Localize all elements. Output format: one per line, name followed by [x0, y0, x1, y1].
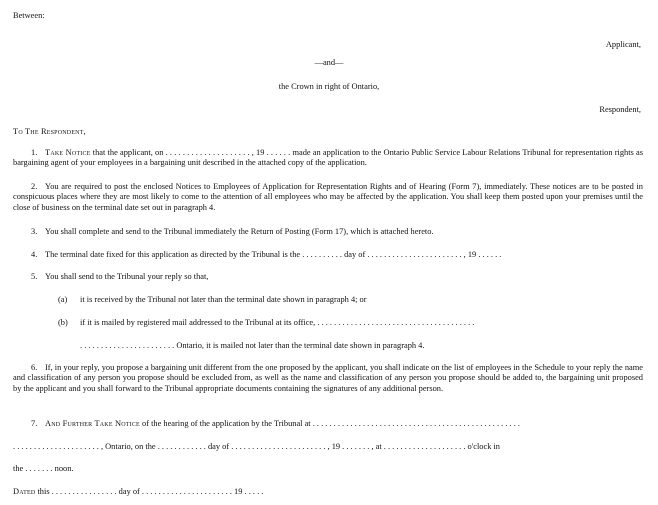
- paragraph-5b: [58, 318, 474, 328]
- paragraph-4: [13, 250, 643, 260]
- paragraph-2-number: 2.: [31, 182, 38, 191]
- paragraph-5a-label: (a): [58, 295, 68, 304]
- dated-line: [13, 487, 263, 497]
- paragraph-1-lead: Take Notice: [45, 148, 91, 157]
- paragraph-6: [13, 363, 643, 394]
- dated-lead: Dated: [13, 487, 36, 496]
- paragraph-5a-text: it is received by the Tribunal not later than the terminal date shown in paragraph 4; or: [80, 295, 367, 304]
- paragraph-3-number: 3.: [31, 227, 38, 236]
- paragraph-5: [13, 272, 643, 282]
- to-respondent-heading: To The Respondent,: [13, 127, 86, 136]
- paragraph-5-number: 5.: [31, 272, 38, 281]
- paragraph-5a: [58, 295, 367, 305]
- paragraph-5-text: You shall send to the Tribunal your reply so that,: [45, 272, 209, 281]
- paragraph-2: [13, 182, 643, 213]
- paragraph-7-lead: And Further Take Notice: [45, 419, 140, 428]
- paragraph-1: [13, 148, 643, 169]
- paragraph-5b-label: (b): [58, 318, 68, 327]
- paragraph-3-text: You shall complete and send to the Tribunal immediately the Return of Posting (Form 17), which is attached hereto.: [45, 227, 434, 236]
- paragraph-6-text: If, in your reply, you propose a bargaining unit different from the one proposed by the applicant, you shall indicate on the list of employees in the Schedule to your reply the name and classification of any person you propose should be excluded from, as well as the name and classification of any person you propose should be added to, the bargaining unit proposed by the applicant and you shall forward to the Tribunal appropriate documents containing the signatures of any additional person.: [13, 363, 643, 393]
- dated-text: this . . . . . . . . . . . . . . . . day of . . . . . . . . . . . . . . . . . . . . . . 19 . . . . .: [35, 487, 264, 496]
- paragraph-7-text: of the hearing of the application by the Tribunal at . . . . . . . . . . . . . . . . . . . . . . . . . . . . . . . . . . . . . . . . . . . . . . . . . .: [139, 419, 520, 428]
- paragraph-5b-continuation: . . . . . . . . . . . . . . . . . . . . . . . Ontario, it is mailed not later than the terminal date shown in paragraph 4.: [80, 341, 425, 350]
- paragraph-7-number: 7.: [31, 419, 38, 428]
- crown-party: the Crown in right of Ontario,: [278, 82, 380, 91]
- paragraph-6-number: 6.: [31, 363, 38, 372]
- paragraph-4-number: 4.: [31, 250, 38, 259]
- paragraph-2-text: You are required to post the enclosed Notices to Employees of Application for Representation Rights and of Hearing (Form 7), immediately. These notices are to be posted in conspicuous places where they are most likely to come to the attention of all employees who may be affected by the application. You shall keep them posted upon your premises until the close of business on the terminal date set out in paragraph 4.: [13, 182, 643, 212]
- applicant-label: Applicant,: [605, 40, 641, 49]
- respondent-label: Respondent,: [599, 105, 641, 114]
- paragraph-5b-text: if it is mailed by registered mail addressed to the Tribunal at its office, . . . . . . . . . . . . . . . . . . . . . . . . . . . . . . . . . . . . . .: [80, 318, 475, 327]
- and-separator: —and—: [314, 58, 344, 67]
- paragraph-4-text: The terminal date fixed for this application as directed by the Tribunal is the . . . . . . . . . . day of . . . . . . . . . . . . . . . . . . . . . . . , 19 . . . . . .: [45, 250, 502, 259]
- paragraph-1-text: that the applicant, on . . . . . . . . . . . . . . . . . . . . , 19 . . . . . . made an application to the Ontario Public Service Labour Relations Tribunal for representation rights as bargaining agent of your employees in a bargaining unit described in the attached copy of the application.: [13, 148, 644, 168]
- paragraph-1-number: 1.: [31, 148, 38, 157]
- between-label: Between:: [13, 11, 45, 20]
- paragraph-3: [13, 227, 643, 237]
- paragraph-7-line-2: . . . . . . . . . . . . . . . . . . . . . , Ontario, on the . . . . . . . . . . . . day of . . . . . . . . . . . . . . . . . . . . . . . , 19 . . . . . . . , at . . . . . . . . . . . . . . . . . . . . o'clock in: [13, 442, 500, 451]
- paragraph-7-line-3: the . . . . . . . noon.: [13, 464, 74, 473]
- paragraph-7: [13, 419, 643, 429]
